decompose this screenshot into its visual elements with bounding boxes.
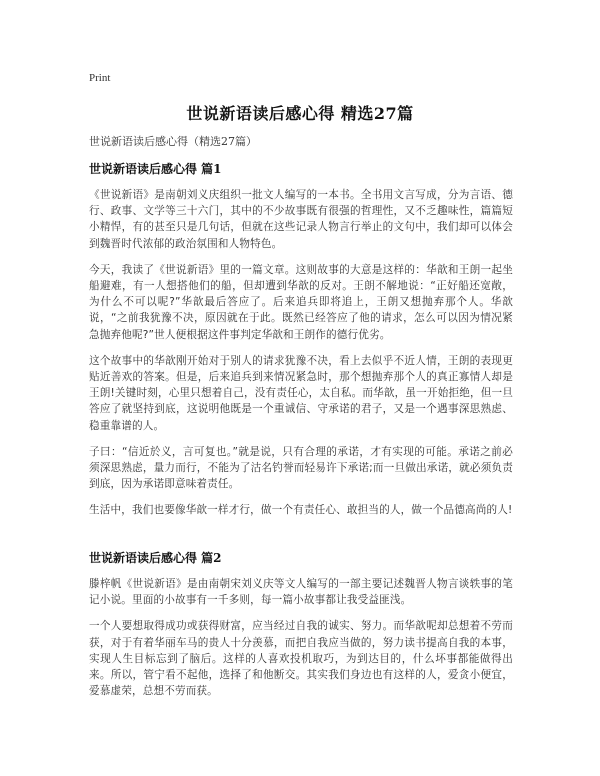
paragraph: 《世说新语》是南朝刘义庆组织一批文人编写的一本书。全书用文言写成，分为言语、德行、政事、文学等三十六门，其中的不少故事既有很强的哲理性，又不乏趣味性，篇篇短小精悍，有的甚至只是几句话，但就在这些记录人物言行举止的文句中，我们却可以体会到魏晋时代浓郁的政治氛围和人物特色。 (89, 189, 513, 250)
paragraph: 今天，我读了《世说新语》里的一篇文章。这则故事的大意是这样的：华歆和王朗一起坐船避难，有一人想搭他们的船，但却遭到华歆的反对。王朗不解地说：“正好船还宽敞，为什么不可以呢?”华歆最后答应了。后来追兵即将追上，王朗又想抛弃那个人。华歆说，“之前我犹豫不决，原因就在于此。既然已经答应了他的请求，怎么可以因为情况紧急抛弃他呢?”世人便根据这件事判定华歆和王朗作的德行优劣。 (89, 263, 513, 341)
section-1 (89, 160, 513, 519)
paragraph: 这个故事中的华歆刚开始对于别人的请求犹豫不决，看上去似乎不近人情，王朗的表现更贴近善欢的答案。但是，后来追兵到来情况紧急时，那个想抛弃那个人的真正寡情人却是王朗!关键时刻，心里只想着自己，没有责任心，太自私。而华歆，虽一开始拒绝，但一旦答应了就坚持到底，这说明他既是一个重诚信、守承诺的君子，又是一个遇事深思熟虑、稳重靠谱的人。 (89, 354, 513, 432)
section-heading: 世说新语读后感心得 篇1 (89, 162, 222, 176)
paragraph: 生活中，我们也要像华歆一样才行，做一个有责任心、敢担当的人，做一个品德高尚的人! (89, 504, 513, 517)
section-heading: 世说新语读后感心得 篇2 (89, 551, 222, 565)
paragraph: 滕梓帆《世说新语》是由南朝宋刘义庆等文人编写的一部主要记述魏晋人物言谈轶事的笔记小说。里面的小故事有一千多则，每一篇小故事都让我受益匪浅。 (89, 578, 513, 607)
page-title: 世说新语读后感心得 精选27篇 (186, 104, 414, 123)
section-2 (89, 549, 513, 699)
paragraph: 一个人要想取得成功或获得财富，应当经过自我的诚实、努力。而华歆呢却总想着不劳而获，对于有着华丽车马的贵人十分羡慕，而把自我应当做的，努力读书提高自我的本事，实现人生目标忘到了脑后。这样的人喜欢投机取巧，为到达目的，什么坏事都能做得出来。所以，管宁看不起他，选择了和他断交。其实我们身边也有这样的人，爱贪小便宜，爱慕虚荣，总想不劳而获。 (89, 620, 513, 698)
page-subtitle: 世说新语读后感心得（精选27篇） (89, 135, 257, 148)
print-label[interactable]: Print (89, 72, 111, 84)
paragraph: 子曰：“信近於义，言可复也。”就是说，只有合理的承诺，才有实现的可能。承诺之前必须深思熟虑，量力而行，不能为了沽名钓誉而轻易许下承诺;而一旦做出承诺，就必须负责到底，因为承诺即意味着责任。 (89, 445, 513, 491)
